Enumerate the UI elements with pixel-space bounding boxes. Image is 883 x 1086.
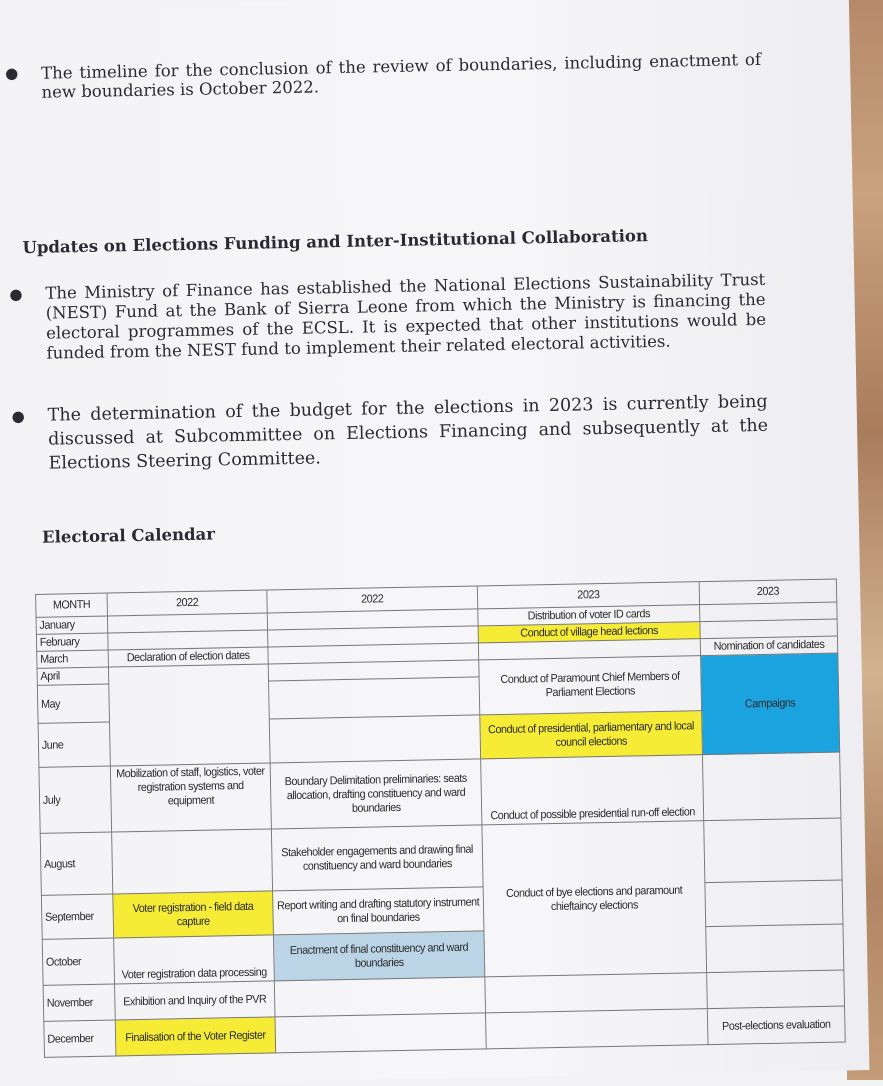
bullet-dot: ● <box>11 407 25 426</box>
month-cell: July <box>39 766 112 833</box>
cell-declaration-election-dates: Declaration of election dates <box>108 647 268 667</box>
month-cell: October <box>42 938 114 985</box>
bullet-text: The determination of the budget for the elections in 2023 is currently being discussed at Subcommittee on Elections Financing and subsequently at the Elections Steering Committee. <box>47 391 769 474</box>
cell-mobilization: Mobilization of staff, logistics, voter registration systems and equipment <box>110 763 271 832</box>
cell-bye-elections: Conduct of bye elections and paramount chieftaincy elections <box>482 821 707 977</box>
cell-stakeholder-engagements: Stakeholder engagements and drawing final constituency and ward boundaries <box>271 825 483 891</box>
month-cell: December <box>44 1020 116 1057</box>
bullet-text: The Ministry of Finance has established the National Elections Sustainability Trust (NEST) Fund at the Bank of Sierra Leone from which the Ministry is financing the electoral programmes of the ECSL. It is expected that other institutions would be funded from the NEST fund to implement their related electoral activities. <box>45 269 767 363</box>
cell-enactment-boundaries: Enactment of final constituency and ward boundaries <box>273 931 484 981</box>
bullet-boundary-timeline <box>4 49 765 102</box>
cell-exhibition-pvr: Exhibition and Inquiry of the PVR <box>115 981 275 1020</box>
electoral-calendar-table <box>35 579 846 1058</box>
month-cell: January <box>36 616 108 634</box>
month-cell: February <box>36 633 108 651</box>
header-2022b: 2022 <box>267 586 478 613</box>
bullet-nest-fund <box>9 269 769 363</box>
bullet-text: The timeline for the conclusion of the review of boundaries, including enactment of new boundaries is October 2022. <box>40 49 762 102</box>
bullet-budget <box>11 390 771 474</box>
month-cell: April <box>37 667 109 685</box>
month-cell: August <box>40 832 113 895</box>
cell-paramount-chief-elections: Conduct of Paramount Chief Members of Parliament Elections <box>479 656 702 715</box>
cell-campaigns: Campaigns <box>701 653 840 755</box>
section-heading: Updates on Elections Funding and Inter-Institutional Collaboration <box>22 226 649 258</box>
cell-boundary-preliminaries: Boundary Delimitation preliminaries: seats allocation, drafting constituency and ward boundaries <box>270 759 482 829</box>
cell-finalisation-register: Finalisation of the Voter Register <box>115 1017 275 1056</box>
cell-post-elections-evaluation: Post-elections evaluation <box>707 1006 845 1045</box>
bullet-dot: ● <box>4 64 19 83</box>
cell-village-head-elections: Conduct of village head lections <box>478 622 700 643</box>
cell-voter-registration: Voter registration - field data capture <box>113 891 274 938</box>
cell-general-elections: Conduct of presidential, parliamentary and local council elections <box>480 711 703 759</box>
header-2023b: 2023 <box>699 579 837 605</box>
header-month: MONTH <box>36 593 108 617</box>
month-cell: June <box>38 722 110 767</box>
cell-distribution-voter-id: Distribution of voter ID cards <box>478 605 700 626</box>
cell-runoff-election: Conduct of possible presidential run-off election <box>481 755 704 825</box>
month-cell: May <box>37 684 109 723</box>
month-cell: September <box>41 894 113 939</box>
calendar-title: Electoral Calendar <box>41 524 216 547</box>
cell-nomination-candidates: Nomination of candidates <box>700 636 838 656</box>
cell-report-writing: Report writing and drafting statutory instrument on final boundaries <box>273 887 484 935</box>
cell-data-processing: Voter registration data processing <box>114 935 275 984</box>
month-cell: March <box>37 650 109 668</box>
bullet-dot: ● <box>9 285 23 304</box>
header-2022a: 2022 <box>107 590 267 616</box>
header-2023a: 2023 <box>477 582 699 609</box>
month-cell: November <box>43 984 115 1021</box>
